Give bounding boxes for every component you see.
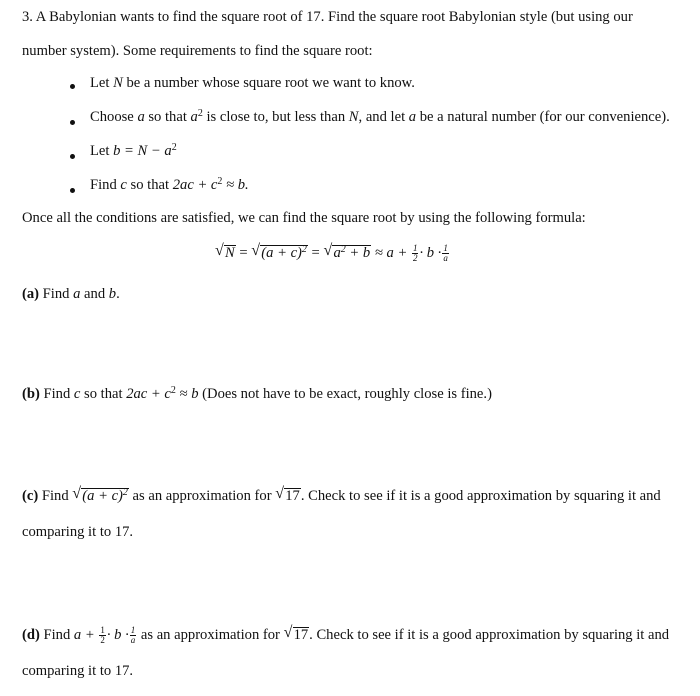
part-c-label: (c)	[22, 488, 39, 504]
sqrt-a-plus-c	[72, 485, 129, 505]
part-d-dot-b: · b ·	[106, 626, 129, 643]
frac-den: a	[443, 253, 448, 263]
bullet-dot	[70, 154, 75, 159]
part-d-text: Find	[39, 626, 74, 643]
bullet-3-expr: b = N − a	[113, 143, 172, 159]
frac-num: 1	[412, 243, 418, 253]
radical-icon: √	[251, 241, 261, 259]
formula-inner1: (a + c)	[261, 244, 302, 261]
bullet-4-var: c	[120, 177, 127, 193]
formula-approx: ≈ a +	[371, 244, 411, 261]
part-a-label: (a)	[22, 286, 40, 302]
formula-inner2b: + b	[345, 244, 371, 261]
frac-num: 1	[100, 625, 105, 635]
bullet-2	[90, 109, 670, 126]
sqrt-a2-plus-b	[323, 241, 371, 262]
part-b-label: (b)	[22, 386, 40, 402]
part-c-tail: . Check to see if it is a good approximation by squaring it and	[300, 488, 661, 504]
part-c-rad: 17	[285, 488, 300, 504]
frac-num: 1	[443, 243, 448, 253]
sqrt-a-plus-c	[251, 241, 308, 262]
bullet-3-pre: Let	[90, 143, 114, 159]
bullet-dot	[70, 84, 75, 89]
part-b-var: c	[73, 386, 81, 402]
bullet-4-sup: 2	[217, 176, 223, 187]
part-a-text: Find	[39, 286, 74, 302]
bullet-2-pre: Choose	[90, 109, 138, 125]
problem-intro-line-1: 3. A Babylonian wants to find the square root of 17. Find the square root Babylonian style (but using our	[22, 9, 633, 25]
part-b-approx: ≈ b	[175, 386, 199, 402]
frac-den: a	[130, 635, 136, 645]
bullet-dot	[70, 188, 75, 193]
part-a-var-a: a	[73, 286, 81, 302]
part-b-expr: 2ac + c	[126, 386, 171, 402]
part-b-text: Find	[39, 386, 74, 402]
radical-icon: √	[323, 241, 333, 259]
part-d-mid: as an approximation for	[137, 626, 284, 643]
sqrt-17	[283, 623, 310, 644]
radical-icon: √	[283, 623, 293, 641]
part-b	[22, 386, 492, 403]
frac-den: 2	[100, 635, 105, 645]
part-d-a: a +	[73, 626, 99, 643]
part-c-inner: (a + c)	[82, 488, 123, 504]
formula-eq2: =	[307, 244, 324, 261]
problem-intro-line-2: number system). Some requirements to find the square root:	[22, 43, 373, 59]
sqrt-n	[215, 241, 236, 262]
radical-icon: √	[275, 485, 284, 502]
part-c-text: Find	[38, 488, 73, 504]
radical-icon: √	[215, 241, 224, 259]
bullet-4-tail: ≈ b.	[222, 177, 249, 193]
bullet-1-var: N	[113, 75, 123, 91]
part-d-tail: . Check to see if it is a good approximation by squaring it and	[309, 626, 670, 643]
bullet-2-post: , and let	[358, 109, 409, 125]
formula-eq1: =	[235, 244, 252, 261]
part-b-mid: so that	[80, 386, 127, 402]
formula-sup2: 2	[340, 243, 346, 255]
bullet-3	[90, 143, 177, 160]
bullet-4-mid: so that	[126, 177, 173, 193]
frac-den: 2	[412, 253, 418, 263]
fraction-half	[99, 626, 106, 645]
main-formula	[215, 241, 450, 263]
bullet-1-pre: Let	[90, 75, 114, 91]
formula-inner2: a	[333, 244, 341, 261]
bullet-2-var-a3: a	[408, 109, 417, 125]
bullet-2-var-a: a	[137, 109, 145, 125]
frac-num: 1	[130, 625, 136, 635]
bullet-4-pre: Find	[90, 177, 121, 193]
radical-icon: √	[72, 485, 82, 502]
bullet-4-expr: 2ac + c	[172, 177, 218, 193]
part-c-sup: 2	[122, 487, 128, 498]
fraction-half	[412, 244, 419, 263]
bullet-2-mid1: so that	[144, 109, 191, 125]
fraction-inv-a	[442, 244, 449, 263]
sqrt-17	[275, 485, 301, 505]
fraction-inv-a	[130, 626, 137, 645]
part-d-rad: 17	[293, 626, 309, 643]
part-a-and: and	[80, 286, 109, 302]
part-d	[22, 623, 670, 645]
bullet-2-var-n: N	[348, 109, 359, 125]
bullet-1	[90, 75, 415, 92]
part-a	[22, 286, 120, 303]
part-c-mid: as an approximation for	[128, 488, 276, 504]
part-c	[22, 485, 661, 505]
part-b-sup: 2	[170, 385, 176, 396]
bullet-dot	[70, 120, 75, 125]
bullet-1-post: be a number whose square root we want to know.	[122, 75, 415, 91]
formula-sup1: 2	[301, 243, 307, 255]
formula-n: N	[225, 244, 235, 261]
bullet-3-sup: 2	[171, 142, 177, 153]
part-c-line-2: comparing it to 17.	[22, 524, 134, 540]
formula-dot-b: · b ·	[419, 244, 442, 261]
bullet-2-post2: be a natural number (for our convenience).	[416, 109, 670, 125]
bullet-2-sup: 2	[197, 108, 203, 119]
part-b-tail: (Does not have to be exact, roughly close is fine.)	[198, 386, 492, 402]
bullet-2-var-a2: a	[190, 109, 198, 125]
part-a-var-b: b	[108, 286, 117, 302]
bullet-2-mid2: is close to, but less than	[202, 109, 349, 125]
part-d-line-2: comparing it to 17.	[22, 663, 134, 679]
part-d-label: (d)	[22, 626, 40, 643]
bullet-4	[90, 177, 249, 194]
part-a-end: .	[116, 286, 120, 302]
formula-intro: Once all the conditions are satisfied, we can find the square root by using the following formula:	[22, 210, 586, 226]
